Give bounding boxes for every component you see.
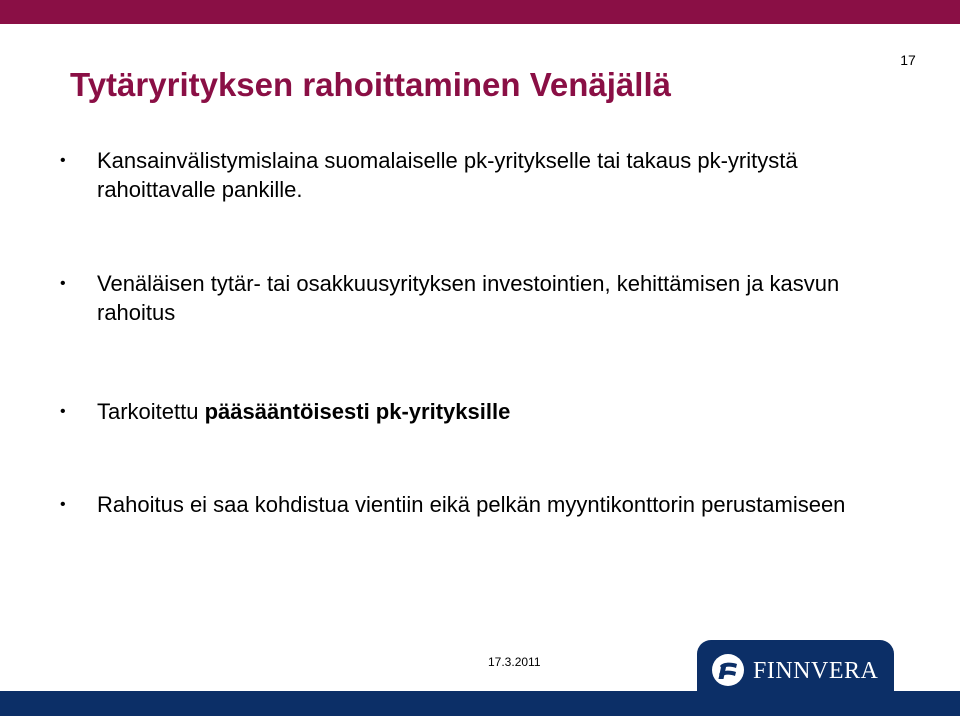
bullet-dot: • <box>60 403 66 420</box>
bullet-dot: • <box>60 152 66 169</box>
bullet-text: Kansainvälistymislaina suomalaiselle pk-yritykselle tai takaus pk-yritystä rahoittavalle pankille. <box>97 148 798 202</box>
slide-title: Tytäryrityksen rahoittaminen Venäjällä <box>70 66 671 103</box>
finnvera-logo-icon <box>711 653 745 687</box>
bullet-text: Venäläisen tytär- tai osakkuusyrityksen investointien, kehittämisen ja kasvun rahoitus <box>97 271 840 325</box>
slide-number: 17 <box>900 52 916 68</box>
bullet-text: Rahoitus ei saa kohdistua vientiin eikä pelkän myyntikonttorin perustamiseen <box>97 492 846 517</box>
bullet-dot: • <box>60 496 66 513</box>
footer-date: 17.3.2011 <box>488 655 541 669</box>
bullet-dot: • <box>60 275 66 292</box>
bullet-text <box>97 397 897 426</box>
top-accent-bar <box>0 0 960 24</box>
bullet-text-emphasis: pääsääntöisesti pk-yrityksille <box>204 399 511 424</box>
finnvera-logo-text: FINNVERA <box>753 658 879 684</box>
bullet-text-prefix: Tarkoitettu <box>97 399 205 424</box>
finnvera-logo <box>697 640 894 700</box>
